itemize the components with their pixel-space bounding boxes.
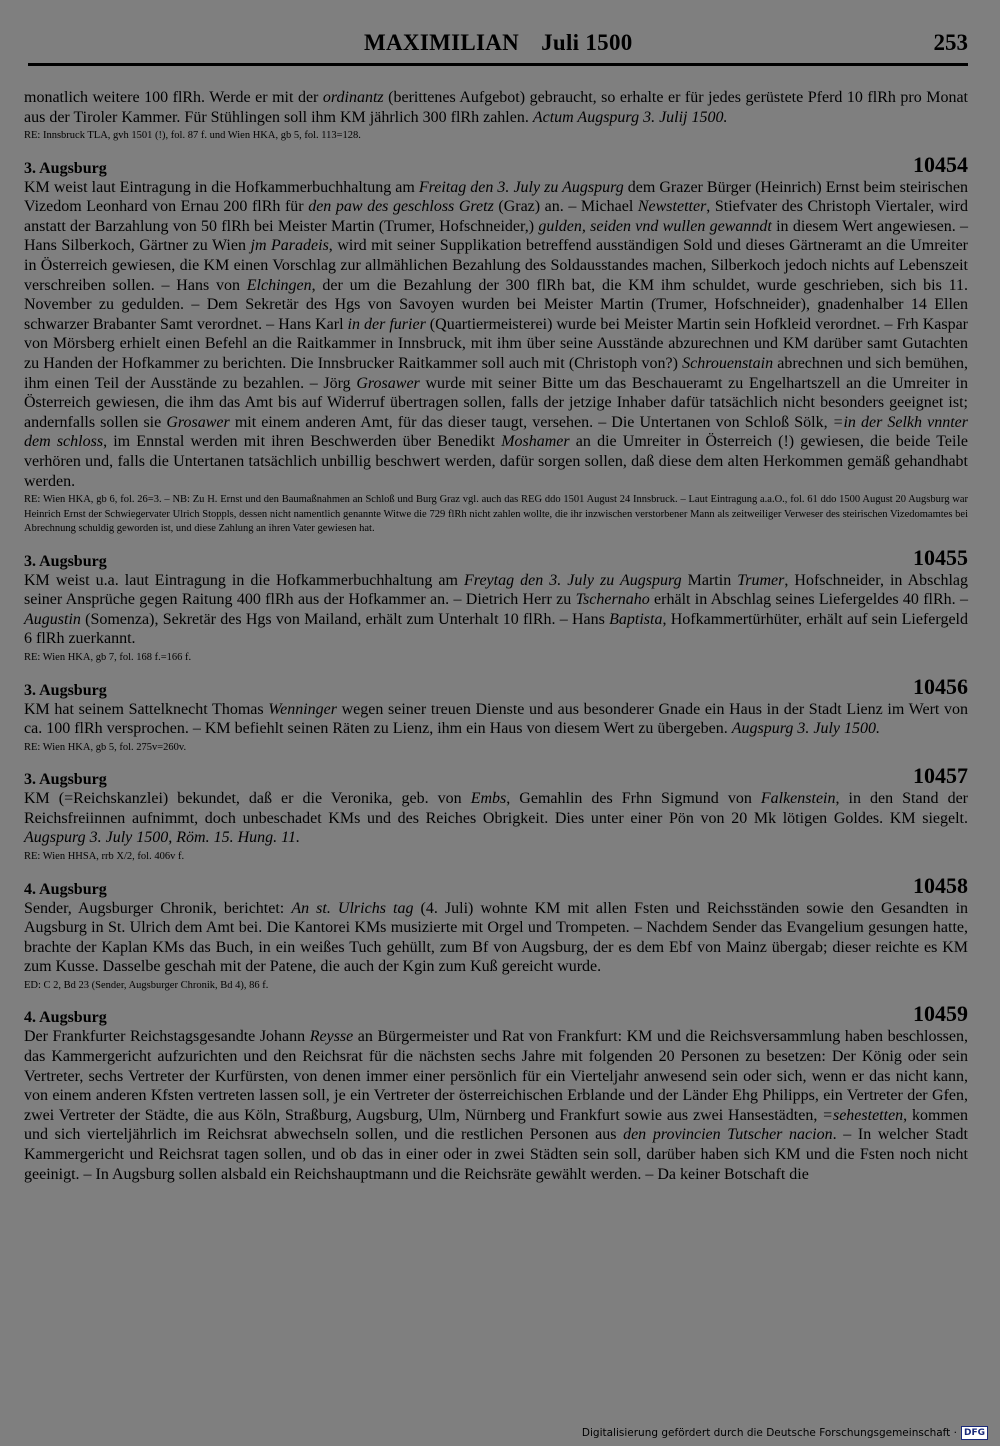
entry-heading — [24, 673, 968, 700]
entry-body: KM hat seinem Sattelknecht Thomas Wenninger wegen seiner treuen Dienste und aus besonderer Gnade ein Haus in der Stadt Lienz im Wert von ca. 100 flRh versprochen. – KM befiehlt seinen Räten zu Lienz, ihm ein Haus von diesem Wert zu übergeben. Augspurg 3. July 1500. — [24, 700, 968, 738]
entry-body: Der Frankfurter Reichstagsgesandte Johann Reysse an Bürgermeister und Rat von Frankfurt: KM und die Reichsversammlung haben beschlossen, das Kammergericht aufzurichten und den Reichsrat für die nächsten sechs Jahre mit folgenden 20 Personen zu besetzen: Der König oder sein Vertreter, sechs Vertreter der Kurfürsten, von denen immer einer persönlich für ein Vierteljahr anwesend sein oder sich, wenn er das nicht kann, von einem anderen Kfsten vertreten lassen soll, je ein Vertreter der österreichischen Erblande und der Länder Ehg Philipps, ein Vertreter der Gfen, zwei Vertreter der Städte, die aus Köln, Straßburg, Augsburg, Ulm, Nürnberg und Frankfurt sowie aus zwei Hansestädten, =sehestetten, kommen und sich vierteljährlich im Reichsrat abwechseln sollen, und die restlichen Personen aus den provincien Tutscher nacion. – In welcher Stadt Kammergericht und Reichsrat tagen sollen, und ob das in einer oder in zwei Städten sein soll, darüber haben sich KM und die Fsten noch nicht geeinigt. – In Augsburg sollen alsbald ein Reichshauptmann und die Reichsräte gewählt werden. – Da keiner Botschaft die — [24, 1028, 969, 1183]
entry-number: 10456 — [913, 673, 968, 699]
entry-reference: RE: Wien HKA, gb 6, fol. 26=3. – NB: Zu H. Ernst und den Baumaßnahmen an Schloß und Burg Graz vgl. auch das REG ddo 1501 August 24 Innsbruck. – Laut Eintragung a.a.O., fol. 61 ddo 1500 August 20 Augsburg war Heinrich Ernst der Schwiegervater Ulrich Stoppls, dessen nicht namentlich genannte Witwe die 729 flRh nicht zahlen wollte, die ihr inzwischen verstorbener Mann als zeitweiliger Verweser des steirischen Vizedomamtes bei Abrechnung schuldig geworden ist, und diese Zahlung an ihren Vater gewiesen hat. — [24, 494, 968, 535]
page-header — [24, 30, 968, 64]
entry-heading — [24, 544, 968, 571]
entry-body: Sender, Augsburger Chronik, berichtet: An st. Ulrichs tag (4. Juli) wohnte KM mit allen Fsten und Reichsständen sowie den Gesandten in Augsburg in St. Ulrich dem Amt bei. Die Kantorei KMs musizierte mit Orgel und Trompeten. – Nachdem Sender das Evangelium gesungen hatte, brachte der Kaplan KMs das Buch, in ein weißes Tuch gehüllt, zum Bf von Augsburg, der es dem Ebf von Mainz übergab; dieser reichte es KM zum Kusse. Dasselbe geschah mit der Patene, die auch der Kgin zum Kuß gereicht wurde. — [24, 899, 969, 976]
entry-10457 — [24, 763, 969, 864]
entry-date: 3. Augsburg — [24, 552, 107, 570]
entry-reference: RE: Wien HHSA, rrb X/2, fol. 406v f. — [24, 851, 185, 863]
entry-reference: ED: C 2, Bd 23 (Sender, Augsburger Chronik, Bd 4), 86 f. — [24, 979, 269, 991]
entry-10454 — [24, 151, 969, 537]
page-content — [24, 88, 968, 1184]
entry-10458 — [24, 872, 969, 994]
funding-text: Digitalisierung gefördert durch die Deutsche Forschungsgemeinschaft · — [581, 1427, 957, 1439]
funding-footer — [582, 1425, 988, 1441]
header-rule — [28, 63, 968, 66]
entry-number: 10458 — [913, 872, 968, 898]
intro-body: monatlich weitere 100 flRh. Werde er mit der ordinantz (berittenes Aufgebot) gebraucht, so erhalte er für jedes gerüstete Pferd 10 flRh pro Monat aus der Tiroler Kammer. Für Stühlingen soll ihm KM jährlich 300 flRh zahlen. Actum Augspurg 3. Julij 1500. — [24, 89, 968, 126]
entry-heading — [24, 872, 968, 899]
entry-date: 3. Augsburg — [24, 681, 107, 699]
entry-number: 10457 — [913, 763, 968, 789]
entry-body: KM weist u.a. laut Eintragung in die Hofkammerbuchhaltung am Freytag den 3. July zu Augspurg Martin Trumer, Hofschneider, in Abschlag seiner Ansprüche gegen Raitung 400 flRh aus der Hofkammer an. – Dietrich Herr zu Tschernaho erhält in Abschlag seines Liefergeldes 40 flRh. – Augustin (Somenza), Sekretär des Hgs von Mailand, erhält zum Unterhalt 10 flRh. – Hans Baptista, Hofkammertürhüter, erhält auf sein Liefergeld 6 flRh zuerkannt. — [24, 571, 969, 648]
entry-date: 3. Augsburg — [24, 159, 107, 177]
entry-body: KM (=Reichskanzlei) bekundet, daß er die Veronika, geb. von Embs, Gemahlin des Frhn Sigmund von Falkenstein, in den Stand der Reichsfreiinnen aufnimmt, doch unbeschadet KMs und des Reiches Obrigkeit. Dies unter einer Pön von 20 Mk lötigen Goldes. KM siegelt. Augspurg 3. July 1500, Röm. 15. Hung. 11. — [24, 790, 969, 847]
entry-date: 4. Augsburg — [24, 1009, 107, 1027]
dfg-logo: DFG — [961, 1426, 988, 1440]
entry-10459 — [24, 1001, 969, 1184]
entry-number: 10459 — [913, 1001, 968, 1027]
entry-heading — [24, 1001, 968, 1027]
entry-10456 — [24, 673, 968, 756]
intro-reference: RE: Innsbruck TLA, gvh 1501 (!), fol. 87 f. und Wien HKA, gb 5, fol. 113=128. — [24, 130, 361, 142]
entry-reference: RE: Wien HKA, gb 7, fol. 168 f.=166 f. — [24, 652, 192, 664]
entry-date: 4. Augsburg — [24, 880, 107, 898]
entry-number: 10455 — [913, 544, 968, 570]
entry-body: KM weist laut Eintragung in die Hofkammerbuchhaltung am Freitag den 3. July zu Augspurg dem Grazer Bürger (Heinrich) Ernst beim steirischen Vizedom Leonhard von Ernau 200 flRh für den paw des geschloss Gretz (Graz) an. – Michael Newstetter, Stiefvater des Christoph Viertaler, wird anstatt der Barzahlung von 50 flRh bei Meister Martin (Trumer, Hofschneider,) gulden, seiden vnd wullen gewanndt in diesem Wert angewiesen. – Hans Silberkoch, Gärtner zu Wien jm Paradeis, wird mit seiner Supplikation betreffend ausständigen Sold und dieses Gärtneramt an die Umreiter in Österreich gewiesen, die KM einen Vorschlag zur allmählichen Bezahlung des Soldausstandes machen, Silberkoch jedoch nichts auf Lebenszeit verschreiben sollen. – Hans von Elchingen, der um die Bezahlung der 300 flRh bat, die KM ihm schuldet, wurde geschrieben, sich bis 11. November zu gedulden. – Dem Sekretär des Hgs von Savoyen wurden bei Meister Martin (Trumer, Hofschneider), gnadenhalber 14 Ellen schwarzer Brabanter Samt verordnet. – Hans Karl in der furier (Quartiermeisterei) wurde bei Meister Martin sein Hofkleid verordnet. – Frh Kaspar von Mörsberg erhielt einen Befehl an die Raitkammer in Innsbruck, mit ihm über seine Ausstände abzurechnen und KM darüber samt Gutachten zu Handen der Hofkammer zu berichten. Die Innsbrucker Raitkammer soll auch mit (Christoph von?) Schrouenstain abrechnen und sich bemühen, ihm einen Teil der Ausstände zu bezahlen. – Jörg Grosawer wurde mit seiner Bitte um das Beschaueramt zu Engelhartszell an die Umreiter in Österreich gewiesen, die ihm das Amt bis auf Widerruf übertragen sollen, falls der jetzige Inhaber dafür tatsächlich nicht besonders geeignet ist; andernfalls sollen sie Grosawer mit einem anderen Amt, für das dieser taugt, versehen. – Die Untertanen von Schloß Sölk, =in der Selkh vnnter dem schloss, im Ennstal werden mit ihren Beschwerden über Benedikt Moshamer an die Umreiter in Österreich (!) gewiesen, die beide Teile verhören und, falls die Untertanen tatsächlich unbillig beschwert werden, dafür sorgen sollen, daß diese dem alten Herkommen gemäß gehandhabt werden. — [24, 178, 969, 490]
page-number: 253 — [933, 30, 968, 55]
entry-heading — [24, 763, 968, 789]
entry-date: 3. Augsburg — [24, 771, 107, 789]
entry-heading — [24, 151, 968, 178]
entry-reference: RE: Wien HKA, gb 5, fol. 275v=260v. — [24, 741, 187, 753]
entry-10455 — [24, 544, 969, 666]
title-name: MAXIMILIAN — [364, 30, 520, 55]
running-title — [364, 30, 633, 56]
entry-number: 10454 — [913, 151, 968, 177]
title-date: Juli 1500 — [541, 30, 633, 55]
